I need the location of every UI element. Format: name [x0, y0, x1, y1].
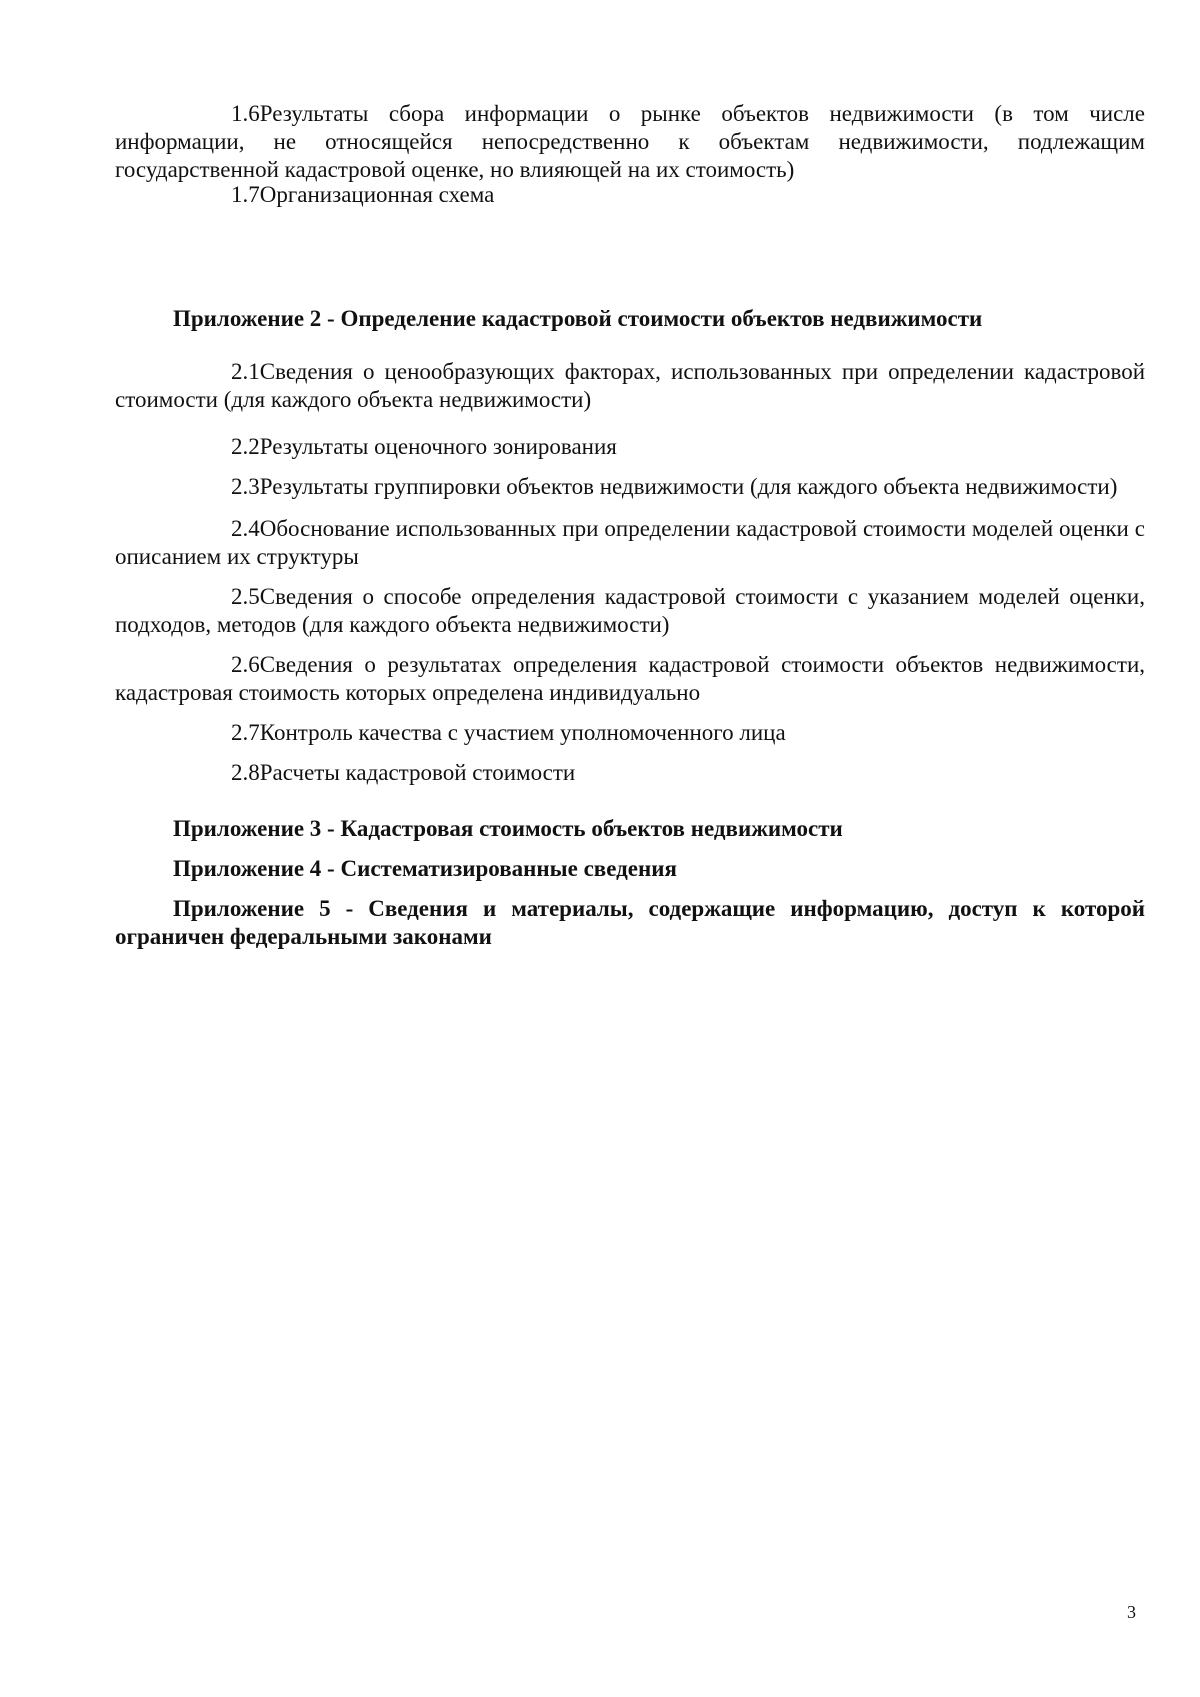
item-number: 2.2 [231, 434, 260, 459]
item-1-6 [115, 100, 1145, 184]
item-text: Сведения о ценообразующих факторах, использованных при определении кадастровой стоимости (для каждого объекта недвижимости) [115, 359, 1145, 412]
appendix-3-heading: Приложение 3 - Кадастровая стоимость объектов недвижимости [173, 816, 843, 841]
item-number: 2.4 [231, 516, 260, 541]
item-2-4 [115, 515, 1145, 571]
appendix-5-heading: Приложение 5 - Сведения и материалы, содержащие информацию, доступ к которой ограничен федеральными законами [115, 896, 1145, 949]
item-1-7 [115, 181, 1145, 209]
item-2-2 [115, 433, 1145, 461]
item-text: Расчеты кадастровой стоимости [259, 760, 576, 785]
page-number: 3 [1127, 1602, 1136, 1622]
item-text: Сведения о способе определения кадастровой стоимости с указанием моделей оценки, подходов, методов (для каждого объекта недвижимости) [115, 584, 1145, 637]
item-number: 2.1 [231, 359, 260, 384]
item-2-6 [115, 651, 1145, 707]
item-number: 2.8 [231, 760, 260, 785]
appendix-4-heading: Приложение 4 - Систематизированные сведения [173, 856, 677, 881]
item-number: 2.3 [231, 474, 260, 499]
item-text: Результаты сбора информации о рынке объектов недвижимости (в том числе информации, не относящейся непосредственно к объектам недвижимости, подлежащим государственной кадастровой оценке, но влияющей на их стоимость) [115, 101, 1145, 182]
item-text: Организационная схема [259, 182, 495, 207]
item-text: Результаты оценочного зонирования [259, 434, 617, 459]
item-2-1 [115, 358, 1145, 414]
item-number: 2.6 [231, 652, 260, 677]
item-text: Контроль качества с участием уполномоченного лица [259, 720, 786, 745]
item-text: Сведения о результатах определения кадастровой стоимости объектов недвижимости, кадастровая стоимость которых определена индивидуально [115, 652, 1145, 705]
item-text: Результаты группировки объектов недвижимости (для каждого объекта недвижимости) [259, 474, 1118, 499]
item-number: 1.6 [231, 101, 260, 126]
item-number: 2.7 [231, 720, 260, 745]
item-2-8 [115, 759, 1145, 787]
item-2-3 [115, 473, 1145, 501]
item-number: 2.5 [231, 584, 260, 609]
item-2-5 [115, 583, 1145, 639]
appendix-2-heading: Приложение 2 - Определение кадастровой стоимости объектов недвижимости [173, 306, 983, 331]
item-2-7 [115, 719, 1145, 747]
item-text: Обоснование использованных при определении кадастровой стоимости моделей оценки с описанием их структуры [115, 516, 1145, 569]
item-number: 1.7 [231, 182, 260, 207]
